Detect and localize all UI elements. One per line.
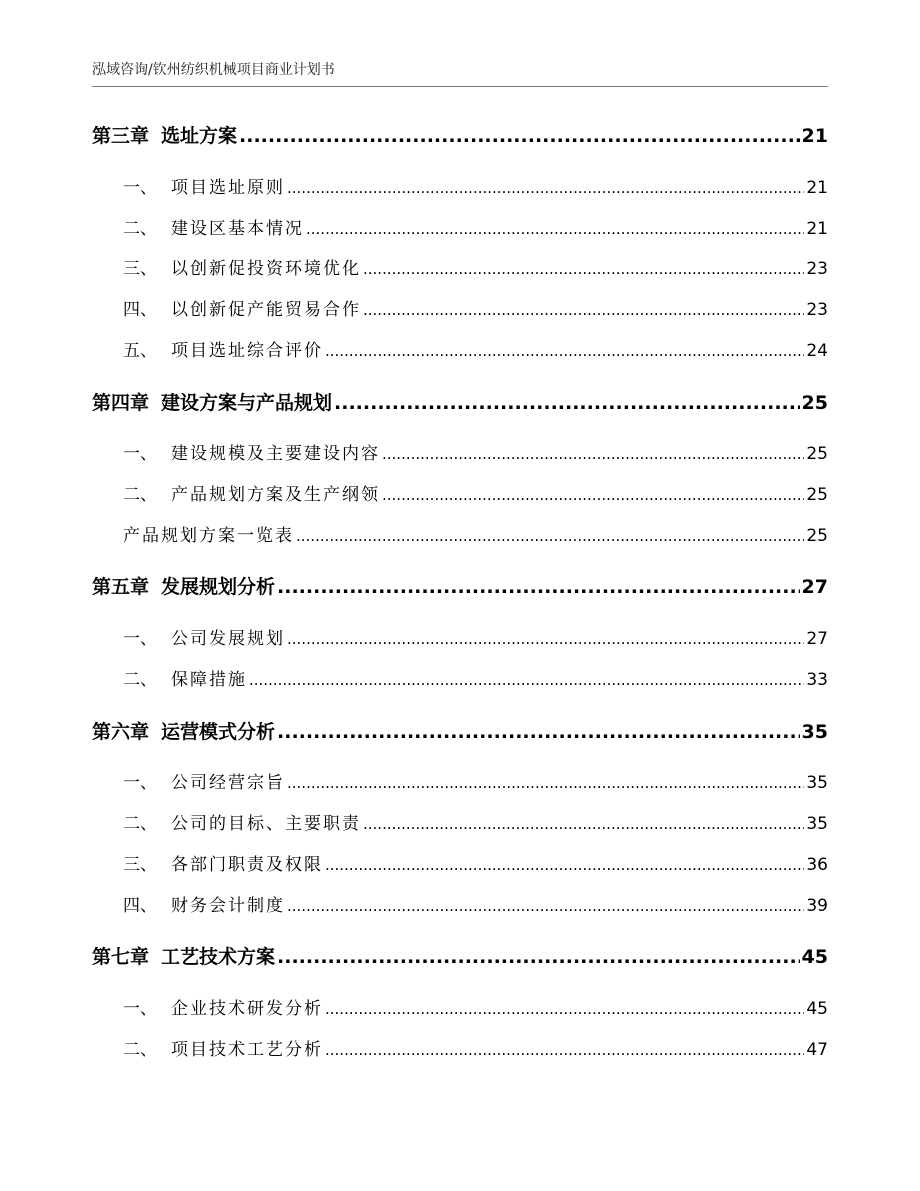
toc-chapter-number: 第六章 [92, 721, 150, 743]
toc-leader-dots [296, 523, 804, 549]
toc-leader-dots [277, 942, 800, 972]
toc-page-number: 23 [806, 300, 828, 320]
toc-section-number: 三、 [123, 855, 157, 875]
toc-leader-dots [239, 121, 800, 151]
toc-section-number: 四、 [123, 896, 157, 916]
toc-section[interactable] [123, 523, 828, 549]
toc-page-number: 21 [806, 178, 828, 198]
toc-leader-dots [287, 175, 804, 201]
toc-section-number: 一、 [123, 773, 157, 793]
toc-chapter-4[interactable] [92, 388, 828, 418]
toc-section-number: 一、 [123, 444, 157, 464]
toc-page-number: 33 [806, 670, 828, 690]
toc-page-number: 24 [806, 341, 828, 361]
toc-page-number: 35 [801, 721, 828, 743]
toc-section-number: 二、 [123, 485, 157, 505]
toc-section[interactable] [123, 996, 828, 1022]
toc-section-number: 一、 [123, 629, 157, 649]
toc-leader-dots [249, 667, 804, 693]
toc-section-title: 建设规模及主要建设内容 [171, 444, 380, 464]
toc-leader-dots [287, 893, 804, 919]
toc-chapter-title: 选址方案 [161, 125, 238, 147]
toc-section-title: 以创新促投资环境优化 [171, 259, 361, 279]
toc-page-number: 36 [806, 855, 828, 875]
toc-leader-dots [287, 770, 804, 796]
toc-page-number: 25 [806, 526, 828, 546]
toc-chapter-number: 第三章 [92, 125, 150, 147]
toc-section-title: 产品规划方案及生产纲领 [171, 485, 380, 505]
toc-page-number: 45 [806, 999, 828, 1019]
toc-leader-dots [277, 572, 800, 602]
toc-section-title: 公司发展规划 [171, 629, 285, 649]
toc-leader-dots [334, 388, 800, 418]
toc-section-title: 保障措施 [171, 670, 247, 690]
toc-section-number: 二、 [123, 670, 157, 690]
toc-chapter-3[interactable] [92, 121, 828, 151]
toc-section-title: 各部门职责及权限 [171, 855, 323, 875]
toc-chapter-number: 第五章 [92, 576, 150, 598]
toc-section[interactable] [123, 297, 828, 323]
toc-chapter-5[interactable] [92, 572, 828, 602]
toc-chapter-6[interactable] [92, 717, 828, 747]
toc-leader-dots [325, 1037, 804, 1063]
toc-section-title: 项目选址原则 [171, 178, 285, 198]
toc-section-number: 四、 [123, 300, 157, 320]
toc-section-title: 项目选址综合评价 [171, 341, 323, 361]
toc-chapter-title: 工艺技术方案 [161, 946, 276, 968]
toc-page-number: 27 [806, 629, 828, 649]
toc-chapter-title: 建设方案与产品规划 [161, 392, 333, 414]
toc-section-title: 公司经营宗旨 [171, 773, 285, 793]
toc-page-number: 25 [806, 485, 828, 505]
toc-page-number: 39 [806, 896, 828, 916]
toc-leader-dots [287, 626, 804, 652]
toc-section[interactable] [123, 626, 828, 652]
toc-leader-dots [306, 216, 804, 242]
toc-section-title: 企业技术研发分析 [171, 999, 323, 1019]
toc-section-title: 以创新促产能贸易合作 [171, 300, 361, 320]
toc-page-number: 27 [801, 576, 828, 598]
toc-leader-dots [325, 852, 804, 878]
toc-leader-dots [363, 256, 804, 282]
toc-page-number: 45 [801, 946, 828, 968]
toc-section-title: 建设区基本情况 [171, 219, 304, 239]
toc-section-title: 公司的目标、主要职责 [171, 814, 361, 834]
toc-leader-dots [363, 297, 804, 323]
toc-page-number: 25 [806, 444, 828, 464]
toc-page-number: 47 [806, 1040, 828, 1060]
toc-leader-dots [277, 717, 800, 747]
toc-chapter-title: 运营模式分析 [161, 721, 276, 743]
toc-leader-dots [325, 338, 804, 364]
toc-chapter-number: 第四章 [92, 392, 150, 414]
toc-leader-dots [382, 482, 804, 508]
toc-section[interactable] [123, 852, 828, 878]
toc-section[interactable] [123, 770, 828, 796]
toc-section[interactable] [123, 893, 828, 919]
toc-section-number: 五、 [123, 341, 157, 361]
toc-section[interactable] [123, 667, 828, 693]
toc-section-number: 一、 [123, 178, 157, 198]
toc-section[interactable] [123, 482, 828, 508]
toc-section-number: 一、 [123, 999, 157, 1019]
toc-page-number: 21 [801, 125, 828, 147]
toc-section[interactable] [123, 811, 828, 837]
toc-section-number: 二、 [123, 814, 157, 834]
toc-leader-dots [382, 441, 804, 467]
toc-leader-dots [325, 996, 804, 1022]
toc-section-number: 二、 [123, 1040, 157, 1060]
toc-page-number: 35 [806, 773, 828, 793]
toc-section-title: 财务会计制度 [171, 896, 285, 916]
toc-section[interactable] [123, 338, 828, 364]
toc-section-title: 项目技术工艺分析 [171, 1040, 323, 1060]
toc-section-title: 产品规划方案一览表 [123, 526, 294, 546]
toc-chapter-7[interactable] [92, 942, 828, 972]
toc-section[interactable] [123, 441, 828, 467]
toc-page-number: 21 [806, 219, 828, 239]
toc-page-number: 35 [806, 814, 828, 834]
toc-chapter-number: 第七章 [92, 946, 150, 968]
toc-page-number: 23 [806, 259, 828, 279]
toc-section[interactable] [123, 216, 828, 242]
toc-chapter-title: 发展规划分析 [161, 576, 276, 598]
toc-section[interactable] [123, 256, 828, 282]
toc-section-number: 三、 [123, 259, 157, 279]
running-header: 泓域咨询/钦州纺织机械项目商业计划书 [92, 62, 335, 78]
toc-leader-dots [363, 811, 804, 837]
toc-page-number: 25 [801, 392, 828, 414]
toc-section-number: 二、 [123, 219, 157, 239]
toc-section[interactable] [123, 1037, 828, 1063]
toc-section[interactable] [123, 175, 828, 201]
